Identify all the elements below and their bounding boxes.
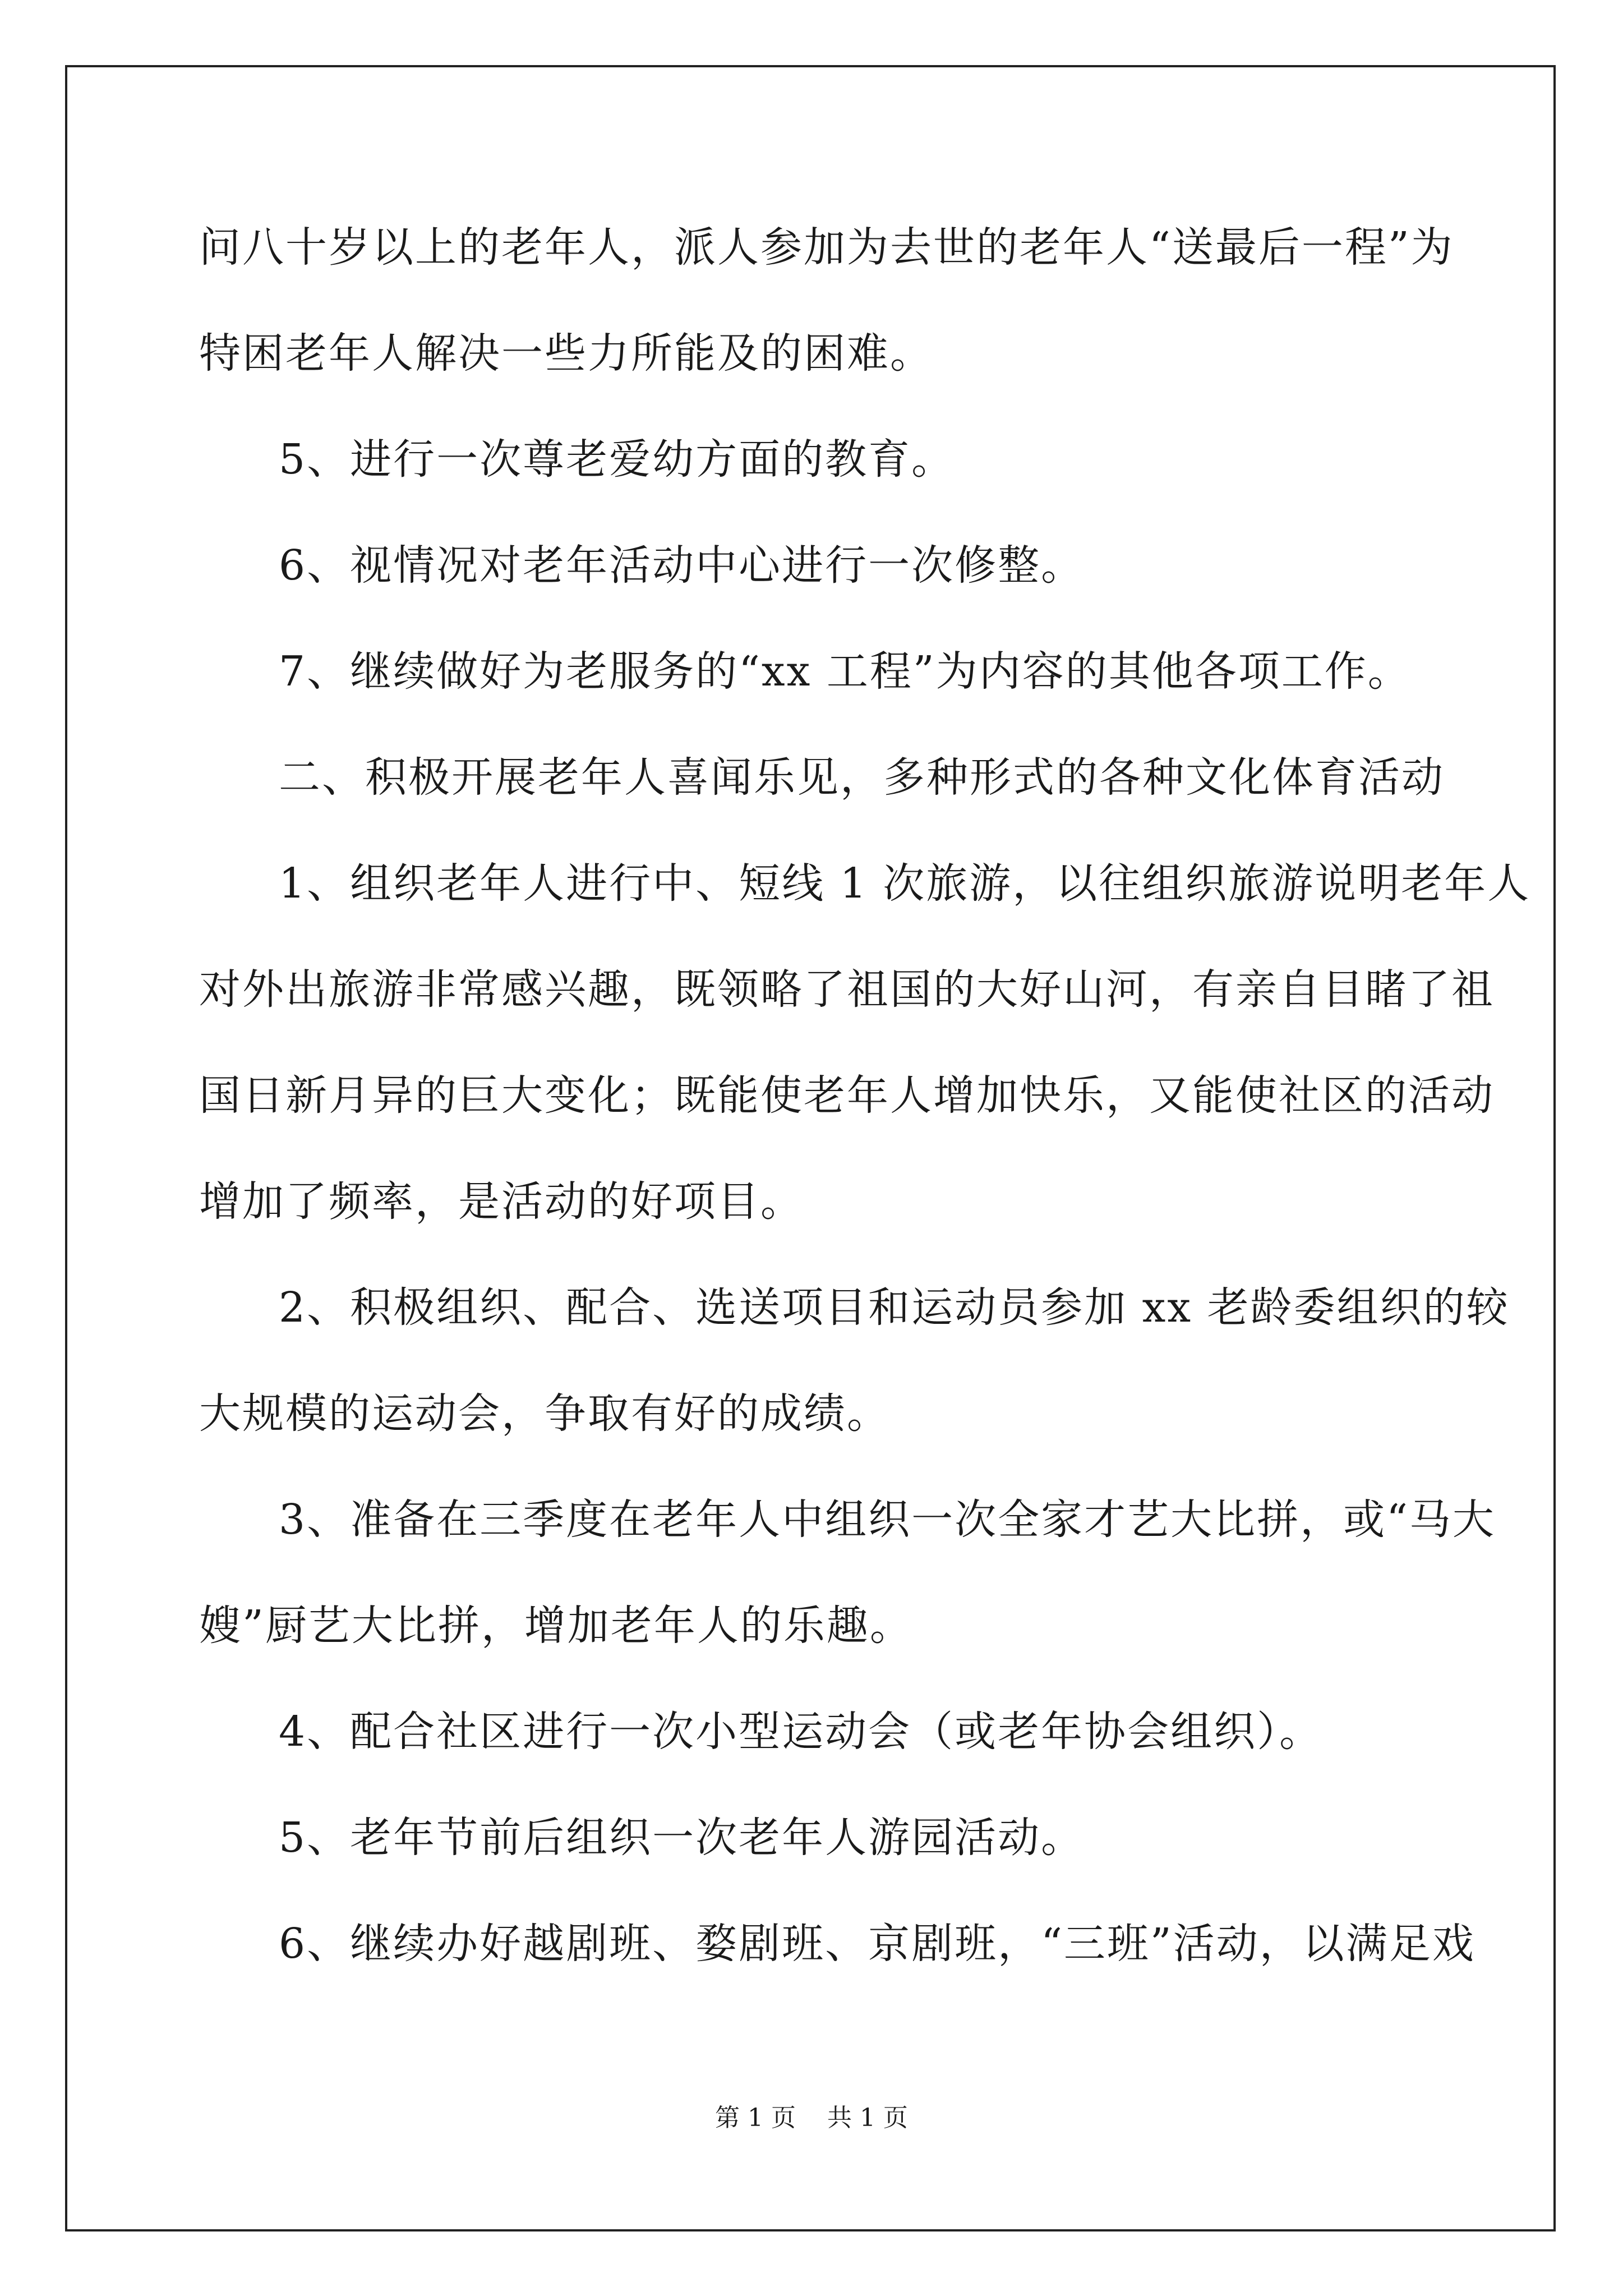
text-line-9: 国日新月异的巨大变化；既能使老年人增加快乐，又能使社区的活动 <box>199 1071 1495 1120</box>
text-line-14: 嫂”厨艺大比拼，增加老年人的乐趣。 <box>199 1602 913 1650</box>
text-line-16: 5、老年节前后组织一次老年人游园活动。 <box>279 1814 1085 1862</box>
text-line-4: 6、视情况对老年活动中心进行一次修整。 <box>279 541 1085 590</box>
section-heading: 二、积极开展老年人喜闻乐见，多种形式的各种文化体育活动 <box>279 753 1445 802</box>
text-line-17: 6、继续办好越剧班、婺剧班、京剧班，“三班”活动，以满足戏 <box>279 1920 1476 1968</box>
text-line-13: 3、准备在三季度在老年人中组织一次全家才艺大比拼，或“马大 <box>279 1496 1496 1544</box>
text-line-2: 特困老年人解决一些力所能及的困难。 <box>199 329 933 378</box>
text-line-15: 4、配合社区进行一次小型运动会（或老年协会组织）。 <box>279 1708 1323 1756</box>
text-line-12: 大规模的运动会，争取有好的成绩。 <box>199 1389 890 1438</box>
text-line-8: 对外出旅游非常感兴趣，既领略了祖国的大好山河，有亲自目睹了祖 <box>199 965 1495 1014</box>
text-line-5: 7、继续做好为老服务的“xx 工程”为内容的其他各项工作。 <box>279 647 1411 696</box>
text-line-3: 5、进行一次尊老爱幼方面的教育。 <box>279 435 955 484</box>
page-border <box>65 65 1556 2231</box>
text-line-1: 问八十岁以上的老年人，派人参加为去世的老年人“送最后一程”为 <box>199 223 1454 272</box>
text-line-11: 2、积极组织、配合、选送项目和运动员参加 xx 老龄委组织的较 <box>279 1283 1510 1332</box>
page-number-footer: 第 1 页 共 1 页 <box>715 2104 908 2132</box>
text-line-7: 1、组织老年人进行中、短线 1 次旅游，以往组织旅游说明老年人 <box>279 859 1531 908</box>
text-line-10: 增加了频率，是活动的好项目。 <box>199 1177 804 1226</box>
